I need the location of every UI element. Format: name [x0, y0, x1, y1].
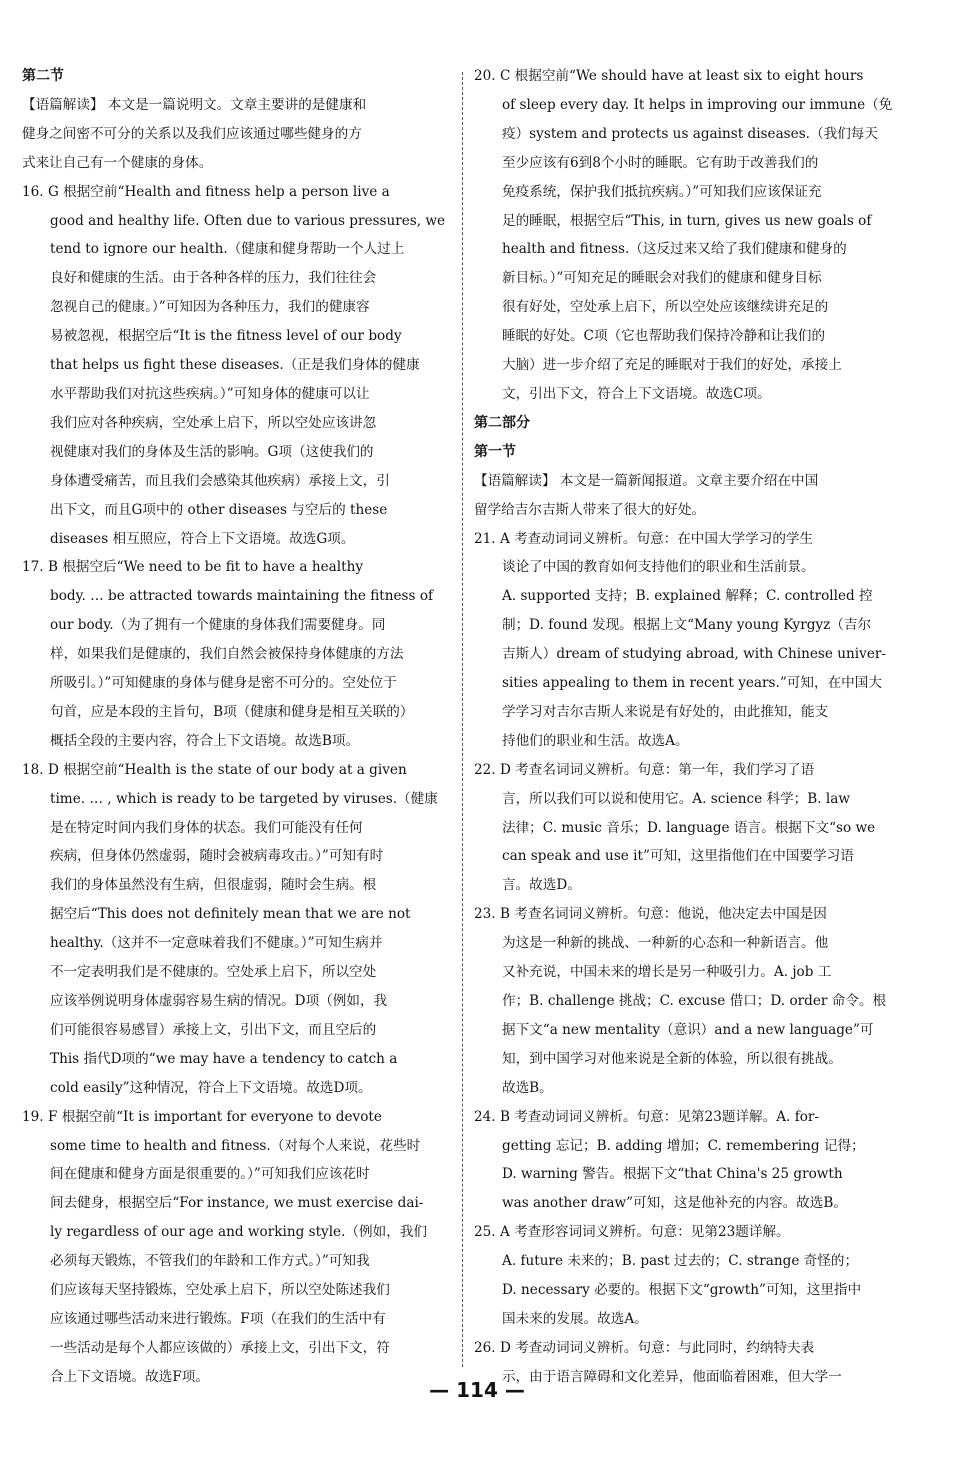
left-column-line: 出下文，而且G项中的 other diseases 与空后的 these [50, 501, 388, 518]
right-column-line: 21. A 考查动词词义辨析。句意：在中国大学学习的学生 [474, 530, 814, 547]
left-column-line: 们可能很容易感冒）承接上文，引出下文，而且空后的 [50, 1021, 377, 1038]
left-column-line: 应该举例说明身体虚弱容易生病的情况。D项（例如，我 [50, 993, 388, 1009]
right-column-line: D. necessary 必要的。根据下文“growth”可知，这里指中 [502, 1282, 862, 1299]
right-column-line: getting 忘记；B. adding 增加；C. remembering 记得； [502, 1137, 865, 1154]
right-column-line: 制；D. found 发现。根据上文“Many young Kyrgyz（吉尔 [502, 617, 872, 634]
left-column-line: tend to ignore our health.（健康和健身帮助一个人过上 [50, 241, 405, 258]
left-column-line: 不一定表明我们是不健康的。空处承上启下，所以空处 [50, 964, 377, 981]
page-number: — 114 — [429, 1378, 525, 1402]
right-column-line: 很有好处，空处承上启下，所以空处应该继续讲充足的 [502, 299, 829, 316]
right-column-line: 言。故选D。 [502, 877, 581, 894]
left-column-line: 样，如果我们是健康的，我们自然会被保持身体健康的方法 [50, 646, 404, 663]
right-column-line: 谈论了中国的教育如何支持他们的职业和生活前景。 [502, 559, 815, 576]
right-column-line: 文，引出下文，符合上下文语境。故选C项。 [502, 385, 771, 402]
right-column-line: 第二部分 [474, 414, 530, 431]
left-column-line: 是在特定时间内我们身体的状态。我们可能没有任何 [50, 819, 363, 836]
left-column-line: 我们的身体虽然没有生病，但很虚弱，随时会生病。根 [50, 877, 377, 894]
left-column-line: 间去健身，根据空后“For instance, we must exercise dai- [50, 1195, 424, 1212]
right-column-line: 留学给吉尔吉斯人带来了很大的好处。 [474, 501, 706, 518]
left-column-line: ly regardless of our age and working style.（例如，我们 [50, 1224, 427, 1241]
left-column-line: 17. B 根据空后“We need to be fit to have a healthy [22, 559, 364, 576]
right-column-line: 学学习对吉尔吉斯人来说是有好处的，由此推知，能支 [502, 703, 829, 720]
right-column-line: D. warning 警告。根据下文“that China's 25 growth [502, 1166, 843, 1183]
left-column-line: 合上下文语境。故选F项。 [50, 1368, 209, 1385]
left-column-line: 一些活动是每个人都应该做的）承接上文，引出下文，符 [50, 1339, 390, 1356]
right-column-line: 言，所以我们可以说和使用它。A. science 科学；B. law [502, 790, 850, 807]
left-column-line: 间在健康和健身方面是很重要的。）”可知我们应该花时 [50, 1166, 370, 1183]
right-column-line: 持他们的职业和生活。故选A。 [502, 732, 689, 749]
left-column-line: 必须每天锻炼，不管我们的年龄和工作方式。）”可知我 [50, 1253, 370, 1270]
left-column-line: body. … be attracted towards maintaining the fitness of [50, 588, 434, 605]
left-column-line: 忽视自己的健康。）”可知因为各种压力，我们的健康容 [50, 299, 370, 316]
right-column-line: 20. C 根据空前“We should have at least six to eight hours [474, 68, 864, 84]
right-column-line: was another draw”可知，这是他补充的内容。故选B。 [502, 1195, 847, 1212]
left-column-line: 水平帮助我们对抗这些疾病。）”可知身体的健康可以让 [50, 385, 370, 402]
left-column-line: 第二节 [22, 68, 64, 84]
right-column-line: 疫）system and protects us against diseases.（我们每天 [502, 125, 878, 142]
right-column-line: 大脑）进一步介绍了充足的睡眠对于我们的好处，承接上 [502, 357, 842, 374]
left-column-line: some time to health and fitness.（对每个人来说，花些时 [50, 1137, 421, 1154]
right-column-line: 故选B。 [502, 1079, 553, 1096]
left-column-line: 健身之间密不可分的关系以及我们应该通过哪些健身的方 [22, 125, 362, 142]
left-column-line: 身体遭受痛苦，而且我们会感染其他疾病）承接上文，引 [50, 472, 390, 489]
right-column-line: 又补充说，中国未来的增长是另一种吸引力。A. job 工 [502, 964, 832, 981]
right-column-line: sities appealing to them in recent years.”可知，在中国大 [502, 675, 882, 692]
right-column-line: 【语篇解读】 本文是一篇新闻报道。文章主要介绍在中国 [474, 472, 819, 489]
left-column-line: diseases 相互照应，符合上下文语境。故选G项。 [50, 530, 355, 547]
left-column-line: cold easily”这种情况，符合上下文语境。故选D项。 [50, 1079, 372, 1096]
left-column-line: 易被忽视，根据空后“It is the fitness level of our body [50, 328, 402, 345]
right-column-line: A. supported 支持；B. explained 解释；C. controlled 控 [502, 588, 873, 605]
left-column-line: 句首，应是本段的主旨句，B项（健康和健身是相互关联的） [50, 703, 414, 720]
left-column-line: that helps us fight these diseases.（正是我们身体的健康 [50, 357, 420, 374]
right-column-line: 至少应该有6到8个小时的睡眠。它有助于改善我们的 [502, 154, 819, 171]
right-column-line: 足的睡眠，根据空后“This, in turn, gives us new goals of [502, 212, 872, 229]
right-column-line: 据下文“a new mentality（意识）and a new language”可 [502, 1021, 874, 1038]
left-column-line: 所吸引。）”可知健康的身体与健身是密不可分的。空处位于 [50, 675, 397, 692]
left-column-line: 式来让自己有一个健康的身体。 [22, 154, 213, 171]
left-column-line: 疾病，但身体仍然虚弱，随时会被病毒攻击。）”可知有时 [50, 848, 384, 865]
right-column-line: 为这是一种新的挑战、一种新的心态和一种新语言。他 [502, 935, 829, 952]
left-column-line: This 指代D项的“we may have a tendency to catch a [50, 1050, 398, 1067]
right-column-line: 示，由于语言障碍和文化差异，他面临着困难，但大学一 [502, 1368, 842, 1385]
right-column-line: A. future 未来的；B. past 过去的；C. strange 奇怪的； [502, 1253, 859, 1270]
right-column-line: 25. A 考查形容词词义辨析。句意：见第23题详解。 [474, 1224, 790, 1241]
left-column-line: 16. G 根据空前“Health and fitness help a person live a [22, 183, 390, 200]
left-column-line: 据空后“This does not definitely mean that we are not [50, 906, 411, 923]
left-column-line: 18. D 根据空前“Health is the state of our body at a given [22, 761, 407, 778]
right-column-line: 26. D 考查动词词义辨析。句意：与此同时，约纳特夫表 [474, 1339, 815, 1356]
right-column-line: 第一节 [474, 443, 516, 460]
right-column-line: of sleep every day. It helps in improving our immune（免 [502, 96, 893, 113]
right-column [474, 62, 929, 1392]
right-column-line: 23. B 考查名词词义辨析。句意：他说，他决定去中国是因 [474, 906, 827, 923]
left-column-line: 19. F 根据空前“It is important for everyone to devote [22, 1108, 382, 1125]
left-column-line: healthy.（这并不一定意味着我们不健康。）”可知生病并 [50, 935, 383, 952]
right-column-line: 新目标。）”可知充足的睡眠会对我们的健康和健身目标 [502, 270, 822, 287]
left-column-line: time. … , which is ready to be targeted by viruses.（健康 [50, 790, 438, 807]
left-column-line: 们应该每天坚持锻炼，空处承上启下，所以空处陈述我们 [50, 1282, 390, 1299]
left-column [22, 62, 452, 1392]
right-column-line: 国未来的发展。故选A。 [502, 1310, 648, 1327]
left-column-line: 应该通过哪些活动来进行锻炼。F项（在我们的生活中有 [50, 1310, 386, 1327]
column-divider [462, 72, 463, 1367]
right-column-line: 22. D 考查名词词义辨析。句意：第一年，我们学习了语 [474, 761, 815, 778]
right-column-line: 睡眠的好处。C项（它也帮助我们保持冷静和让我们的 [502, 328, 826, 345]
right-column-line: 吉斯人）dream of studying abroad, with Chinese univer- [502, 646, 886, 663]
left-column-line: 视健康对我们的身体及生活的影响。G项（这使我们的 [50, 443, 374, 460]
left-column-line: 我们应对各种疾病，空处承上启下，所以空处应该讲忽 [50, 414, 377, 431]
left-column-line: 【语篇解读】 本文是一篇说明文。文章主要讲的是健康和 [22, 96, 367, 113]
right-column-line: 作；B. challenge 挑战；C. excuse 借口；D. order 命令。根 [502, 993, 887, 1009]
right-column-line: 知，到中国学习对他来说是全新的体验，所以很有挑战。 [502, 1050, 842, 1067]
right-column-line: 免疫系统，保护我们抵抗疾病。）”可知我们应该保证充 [502, 183, 822, 200]
right-column-line: 法律；C. music 音乐；D. language 语言。根据下文“so we [502, 819, 876, 836]
left-column-line: 概括全段的主要内容，符合上下文语境。故选B项。 [50, 732, 360, 749]
left-column-line: good and healthy life. Often due to various pressures, we [50, 212, 446, 229]
left-column-line: our body.（为了拥有一个健康的身体我们需要健身。同 [50, 617, 386, 634]
right-column-line: can speak and use it”可知，这里指他们在中国要学习语 [502, 848, 854, 865]
left-column-line: 良好和健康的生活。由于各种各样的压力，我们往往会 [50, 270, 377, 287]
right-column-line: 24. B 考查动词词义辨析。句意：见第23题详解。A. for- [474, 1108, 819, 1125]
right-column-line: health and fitness.（这反过来又给了我们健康和健身的 [502, 241, 847, 258]
